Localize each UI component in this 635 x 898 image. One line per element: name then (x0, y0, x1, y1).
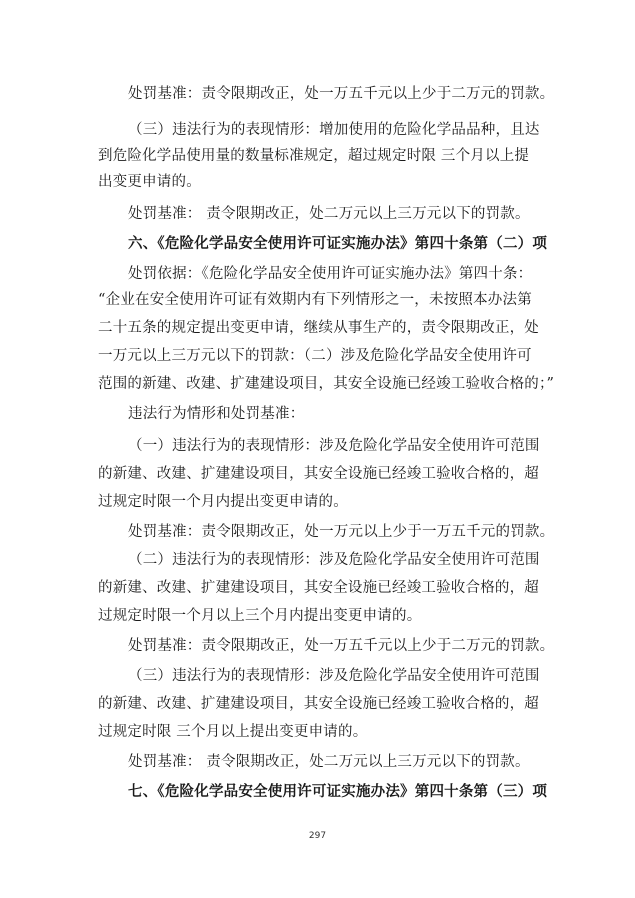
paragraph-line: （三）违法行为的表现情形：增加使用的危险化学品品种，且达 (128, 122, 540, 138)
paragraph-line: 处罚基准：责令限期改正，处一万五千元以上少于二万元的罚款。 (128, 86, 555, 102)
paragraph-line: （三）违法行为的表现情形：涉及危险化学品安全使用许可范围 (128, 668, 540, 684)
section-heading: 六、《危险化学品安全使用许可证实施办法》第四十条第（二）项 (128, 235, 548, 252)
paragraph-line: （一）违法行为的表现情形：涉及危险化学品安全使用许可范围 (128, 438, 540, 454)
paragraph-line: 的新建、改建、扩建建设项目，其安全设施已经竣工验收合格的，超 (98, 580, 539, 596)
paragraph-line: （二）违法行为的表现情形：涉及危险化学品安全使用许可范围 (128, 552, 540, 568)
paragraph-line: 处罚基准： 责令限期改正，处二万元以上三万元以下的罚款。 (128, 754, 530, 770)
paragraph-line: 到危险化学品使用量的数量标准规定，超过规定时限 三个月以上提 (98, 148, 530, 164)
paragraph-line: 处罚基准：责令限期改正，处一万元以上少于一万五千元的罚款。 (128, 524, 555, 540)
paragraph-line: 出变更申请的。 (98, 174, 201, 190)
paragraph-line: 过规定时限 三个月以上提出变更申请的。 (98, 724, 368, 740)
paragraph-line: 二十五条的规定提出变更申请，继续从事生产的，责令限期改正，处 (98, 320, 539, 336)
paragraph-line: 过规定时限一个月内提出变更申请的。 (98, 494, 348, 510)
paragraph-line: 处罚基准： 责令限期改正，处二万元以上三万元以下的罚款。 (128, 206, 530, 222)
paragraph-line: 处罚依据：《危险化学品安全使用许可证实施办法》第四十条： (128, 266, 533, 282)
paragraph-line: 过规定时限一个月以上三个月内提出变更申请的。 (98, 608, 422, 624)
page-number: 297 (308, 831, 327, 841)
paragraph-line: “企业在安全使用许可证有效期内有下列情形之一，未按照本办法第 (98, 292, 532, 308)
paragraph-line: 一万元以上三万元以下的罚款：（二）涉及危险化学品安全使用许可 (98, 348, 532, 364)
paragraph-line: 处罚基准：责令限期改正，处一万五千元以上少于二万元的罚款。 (128, 638, 555, 654)
paragraph-line: 违法行为情形和处罚基准： (128, 406, 305, 422)
paragraph-line: 的新建、改建、扩建建设项目，其安全设施已经竣工验收合格的，超 (98, 466, 539, 482)
paragraph-line: 的新建、改建、扩建建设项目，其安全设施已经竣工验收合格的，超 (98, 696, 539, 712)
section-heading: 七、《危险化学品安全使用许可证实施办法》第四十条第（三）项 (128, 783, 548, 800)
paragraph-line: 范围的新建、改建、扩建建设项目，其安全设施已经竣工验收合格的；” (98, 376, 555, 392)
